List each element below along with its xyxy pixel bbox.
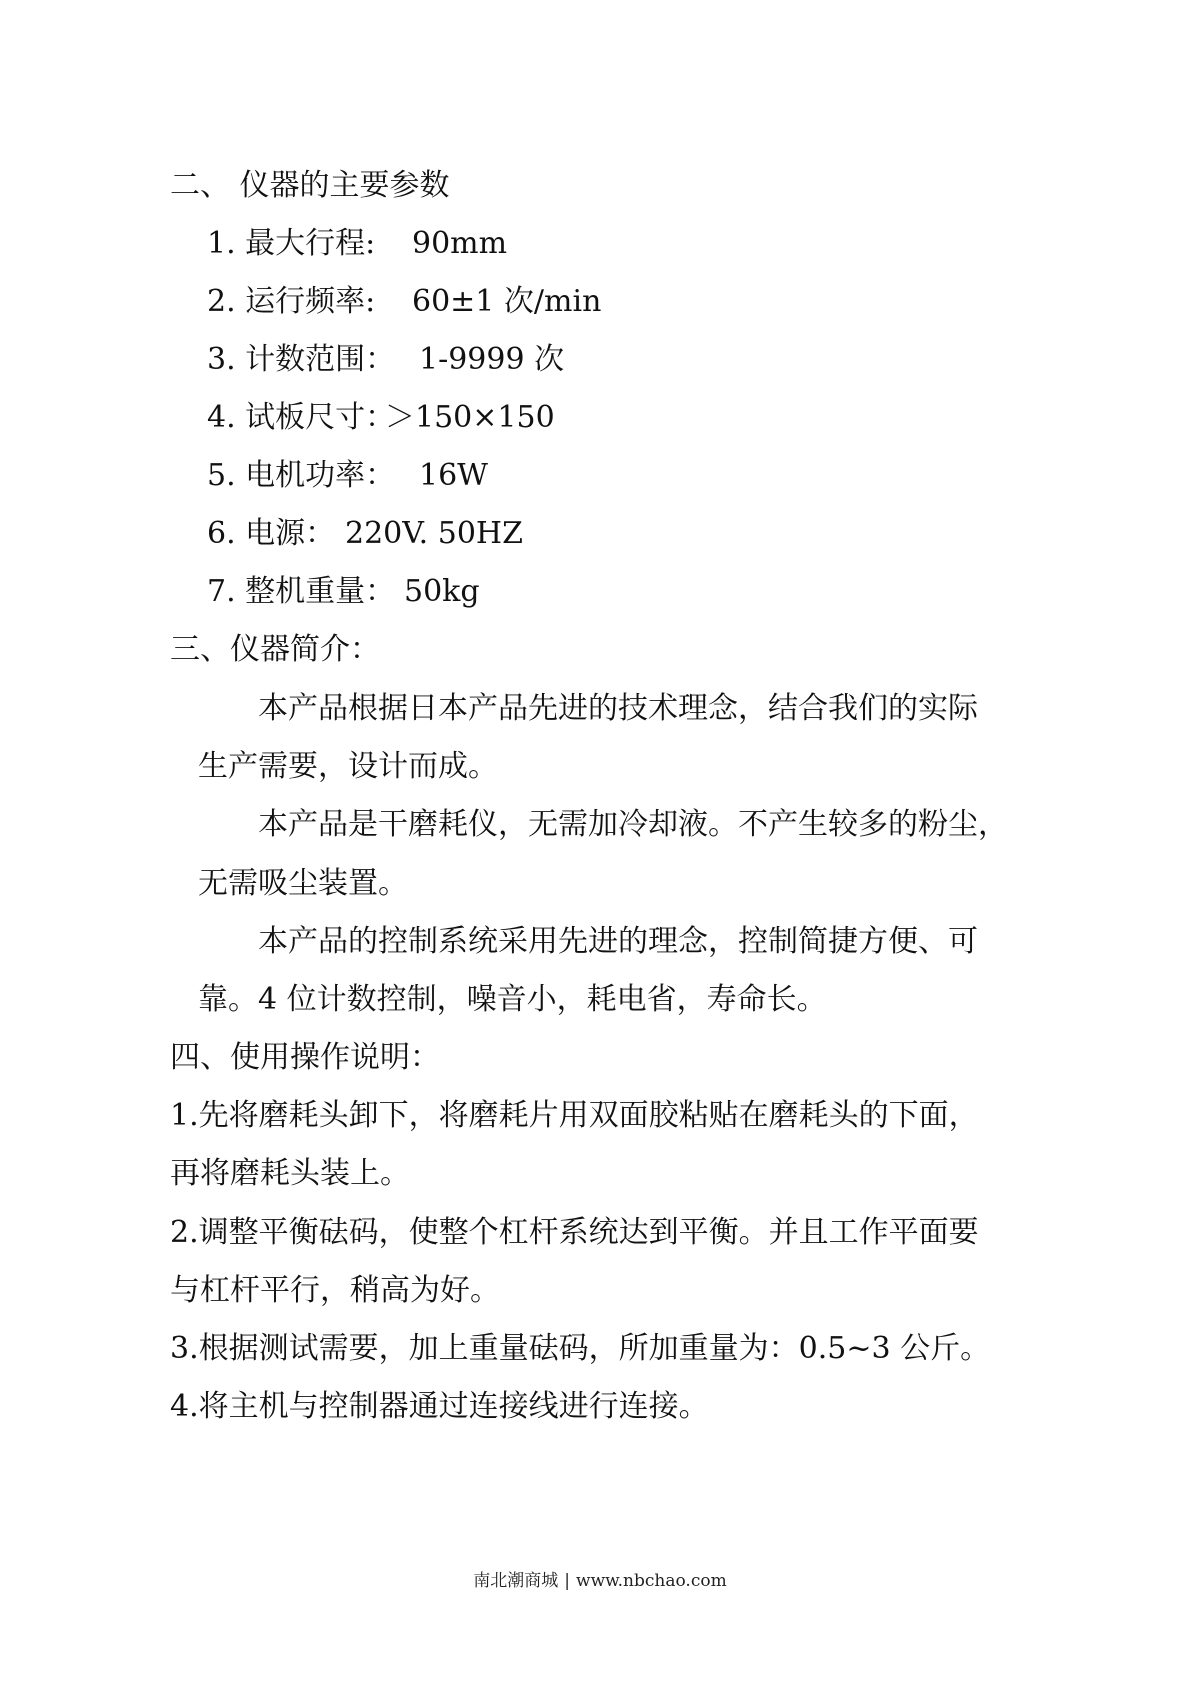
section2-heading: 二、 仪器的主要参数 <box>170 168 450 203</box>
param-label: 7. 整机重量： <box>207 574 396 609</box>
footer-separator: | <box>564 1571 571 1591</box>
param-value: 220V. 50HZ <box>345 516 523 551</box>
section3-heading: 三、仪器简介： <box>170 632 380 667</box>
param-value: ＞150×150 <box>385 400 555 435</box>
step-line: 1.先将磨耗头卸下，将磨耗片用双面胶粘贴在磨耗头的下面， <box>170 1098 979 1133</box>
page-footer <box>0 1570 1200 1592</box>
param-label: 6. 电源： <box>207 516 336 551</box>
paragraph-line: 靠。4 位计数控制，噪音小，耗电省，寿命长。 <box>198 982 827 1017</box>
step-line: 3.根据测试需要，加上重量砝码，所加重量为：0.5~3 公斤。 <box>170 1331 991 1366</box>
param-value: 1-9999 次 <box>419 342 565 377</box>
footer-site-name: 南北潮商城 <box>473 1571 559 1591</box>
section4-heading: 四、使用操作说明： <box>170 1040 440 1075</box>
param-label: 3. 计数范围： <box>207 342 396 377</box>
param-label: 1. 最大行程: <box>207 226 376 261</box>
param-label: 5. 电机功率： <box>207 458 396 493</box>
step-line: 再将磨耗头装上。 <box>170 1156 410 1191</box>
param-value: 90mm <box>412 226 508 261</box>
footer-url[interactable]: www.nbchao.com <box>576 1571 727 1591</box>
paragraph-line: 生产需要，设计而成。 <box>198 749 498 784</box>
param-value: 60±1 次/min <box>412 284 602 319</box>
param-value: 16W <box>419 458 489 493</box>
paragraph-line: 本产品的控制系统采用先进的理念，控制简捷方便、可 <box>258 924 978 959</box>
param-label: 4. 试板尺寸： <box>207 400 396 435</box>
step-line: 2.调整平衡砝码，使整个杠杆系统达到平衡。并且工作平面要 <box>170 1215 979 1250</box>
step-line: 4.将主机与控制器通过连接线进行连接。 <box>170 1389 709 1424</box>
paragraph-line: 无需吸尘装置。 <box>198 866 408 901</box>
paragraph-line: 本产品根据日本产品先进的技术理念，结合我们的实际 <box>258 691 978 726</box>
step-line: 与杠杆平行，稍高为好。 <box>170 1273 500 1308</box>
param-label: 2. 运行频率: <box>207 284 376 319</box>
paragraph-line: 本产品是干磨耗仪，无需加冷却液。不产生较多的粉尘， <box>258 807 1008 842</box>
param-value: 50kg <box>404 574 480 609</box>
